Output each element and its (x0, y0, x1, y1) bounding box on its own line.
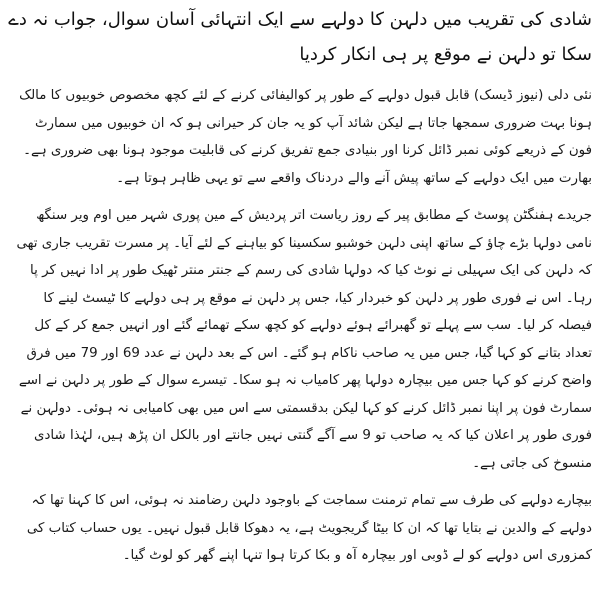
article-paragraph-3: بیچارے دولہے کی طرف سے تمام ترمنت سماجت کے باوجود دلہن رضامند نہ ہوئی، اس کا کہنا تھا کہ دولہے کے والدین نے بتایا تھا کہ ان کا بیٹا گریجویٹ ہے، یہ دھوکا قابل قبول نہیں۔ یوں حساب کتاب کی کمزوری اس دولہے کو لے ڈوبی اور بیچارہ آہ و بکا کرتا ہوا تنہا اپنے گھر کو لوٹ گیا۔ (26, 493, 592, 563)
article-paragraph-1: نئی دلی (نیوز ڈیسک) قابل قبول دولہے کے طور پر کوالیفائی کرنے کے لئے کچھ مخصوص خوبیوں کا مالک ہونا بہت ضروری سمجھا جاتا ہے لیکن شائد آپ کو یہ جان کر حیرانی ہو کہ ان خوبیوں میں سمارٹ فون کے ذریعے کوئی نمبر ڈائل کرنا اور بنیادی جمع تفریق کرنے کی قابلیت موجود ہونا بھی ضروری ہے۔ بھارت میں ایک دولہے کے ساتھ پیش آنے والے دردناک واقعے سے تو یہی ظاہر ہوتا ہے۔ (19, 88, 592, 186)
article-paragraph-2: جریدے ہفنگٹن پوسٹ کے مطابق پیر کے روز ریاست اتر پردیش کے مین پوری شہر میں اوم ویر سنگھ نامی دولہا بڑے چاؤ کے ساتھ اپنی دلہن خوشبو سکسینا کو بیاہنے کے لئے آیا۔ پر مسرت تقریب جاری تھی کہ دلہن کی ایک سہیلی نے نوٹ کیا کہ دولہا شادی کی رسم کے جنتر منتر ٹھیک طور پر ادا نہیں کر پا رہا۔ اس نے فوری طور پر دلہن کو خبردار کیا، جس پر دلہن نے موقع پر ہی دولہے کا ٹیسٹ لینے کا فیصلہ کر لیا۔ سب سے پہلے تو گھبرائے ہوئے دولہے کو کچھ سکے تھمائے گئے اور انہیں جمع کر کے کل تعداد بتانے کو کہا گیا، جس میں یہ صاحب ناکام ہو گئے۔ اس کے بعد دلہن نے عدد 69 اور 79 میں فرق واضح کرنے کو کہا جس میں بیچارہ دولہا پھر کامیاب نہ ہو سکا۔ تیسرے سوال کے طور پر دلہن نے اسے سمارٹ فون پر اپنا نمبر ڈائل کرنے کو کہا لیکن بدقسمتی سے اس میں بھی کامیابی نہ ہوئی۔ دولہن نے فوری طور پر اعلان کیا کہ یہ صاحب تو 9 سے آگے گنتی نہیں جانتے اور بالکل ان پڑھ ہیں، لہٰذا شادی منسوخ کی جاتی ہے۔ (16, 208, 592, 471)
article-headline: شادی کی تقریب میں دلہن کا دولہے سے ایک انتہائی آسان سوال، جواب نہ دے سکا تو دلہن نے موقع پر ہی انکار کردیا (8, 9, 592, 65)
news-article (8, 2, 592, 598)
